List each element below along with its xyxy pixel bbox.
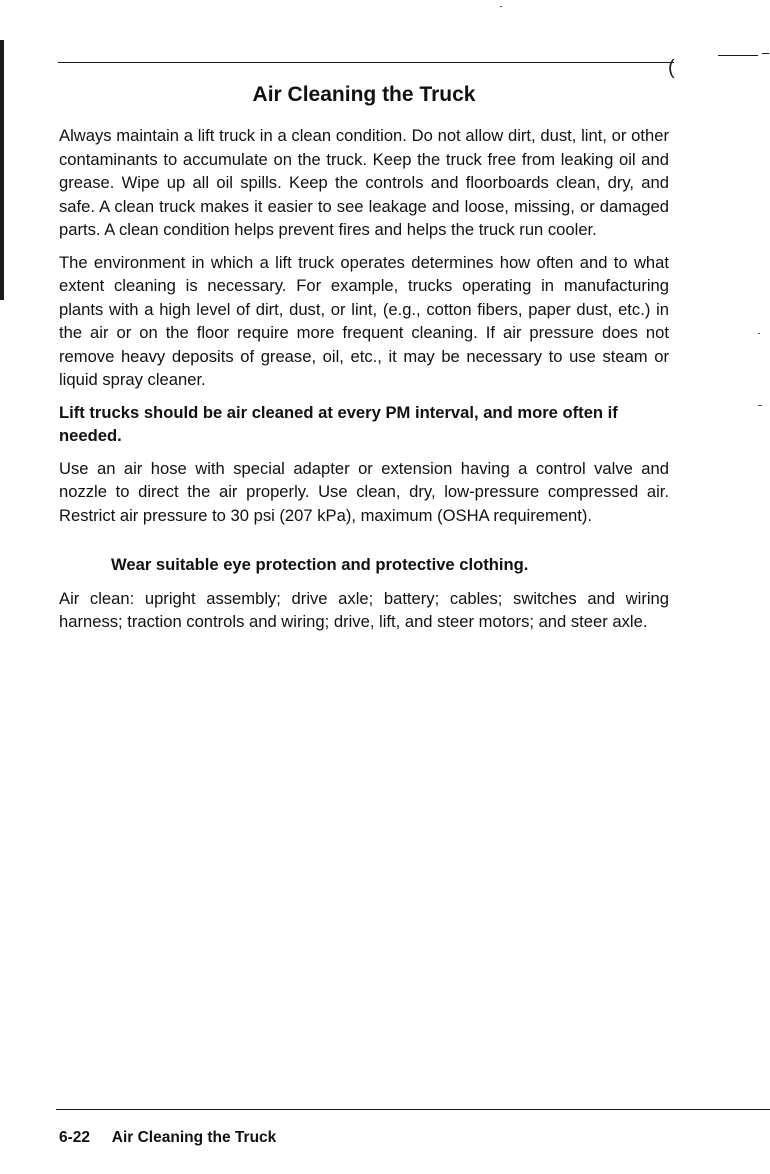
page-title: Air Cleaning the Truck (252, 83, 476, 106)
footer-section-title: Air Cleaning the Truck (111, 1129, 277, 1146)
header-rule (58, 62, 674, 63)
paragraph-environment: The environment in which a lift truck operates determines how often and to what extent cleaning is necessary. For example, trucks operating in manufacturing plants with a high level of dirt, dust, or lint, (e.g., cotton fibers, paper dust, etc.) in the air or on the floor require more frequent cleaning. If air pressure does not remove heavy deposits of grease, oil, etc., it may be necessary to use steam or liquid spray cleaner. (59, 252, 669, 389)
paragraph-pm-interval: Lift trucks should be air cleaned at every PM interval, and more often if needed. (59, 402, 618, 445)
binding-edge-mark (0, 40, 4, 300)
header-rule-hook: ( (668, 57, 675, 79)
scan-speck (500, 6, 502, 7)
footer-rule (56, 1109, 770, 1110)
page-footer (59, 1128, 276, 1148)
paragraph-air-clean-list: Air clean: upright assembly; drive axle; battery; cables; switches and wiring harness; traction controls and wiring; drive, lift, and steer motors; and steer axle. (59, 588, 669, 631)
page-body (59, 80, 669, 643)
scan-speck (758, 405, 762, 406)
page-number: 6-22 (59, 1129, 91, 1146)
edge-dash-mark (718, 55, 758, 56)
safety-warning: Wear suitable eye protection and protective clothing. (111, 555, 529, 574)
paragraph-air-hose: Use an air hose with special adapter or extension having a control valve and nozzle to direct the air properly. Use clean, dry, low-pressure compressed air. Restrict air pressure to 30 psi (207 kPa), maximum (OSHA requirement). (59, 458, 669, 525)
paragraph-clean-condition: Always maintain a lift truck in a clean condition. Do not allow dirt, dust, lint, or other contaminants to accumulate on the truck. Keep the truck free from leaking oil and grease. Wipe up all oil spills. Keep the controls and floorboards clean, dry, and safe. A clean truck makes it easier to see leakage and loose, missing, or damaged parts. A clean condition helps prevent fires and helps the truck run cooler. (59, 126, 669, 239)
scan-speck (758, 333, 760, 334)
